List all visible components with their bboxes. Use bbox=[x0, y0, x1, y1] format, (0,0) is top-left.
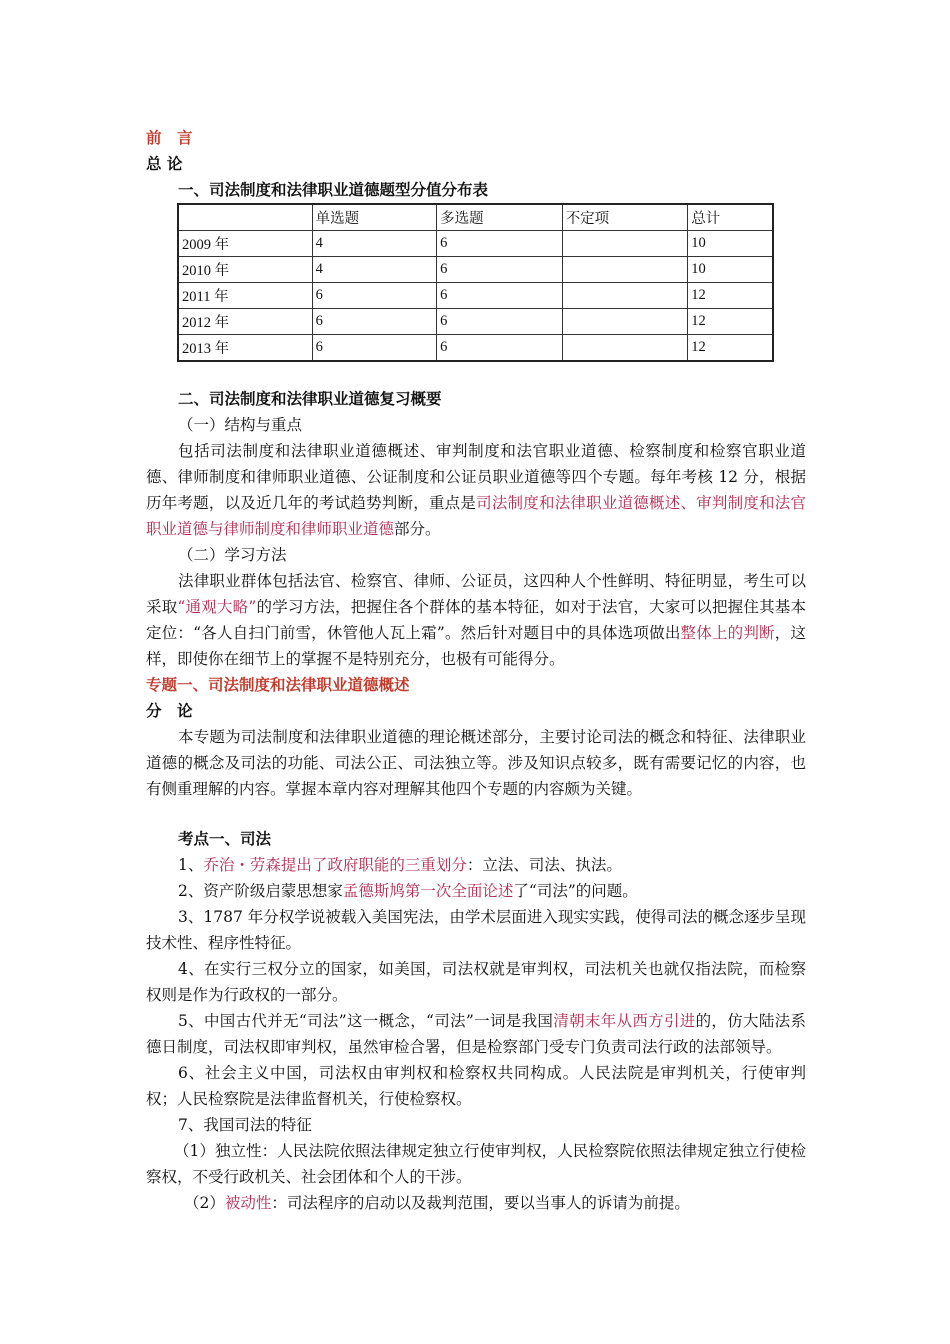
table-cell: 单选题 bbox=[312, 204, 437, 231]
table-cell: 多选题 bbox=[437, 204, 563, 231]
table-cell bbox=[562, 231, 688, 257]
table-cell: 6 bbox=[312, 283, 437, 309]
p1-rest: ：立法、司法、执法。 bbox=[466, 856, 622, 874]
table-cell: 2012 年 bbox=[178, 309, 312, 335]
sub1-title: （一）结构与重点 bbox=[178, 416, 303, 434]
table-cell: 12 bbox=[688, 309, 773, 335]
document-page bbox=[146, 125, 806, 1216]
score-distribution-table bbox=[177, 203, 774, 362]
table-cell: 2009 年 bbox=[178, 231, 312, 257]
table-cell: 6 bbox=[437, 283, 563, 309]
p1-number: 1、 bbox=[178, 856, 204, 874]
table-cell: 10 bbox=[688, 257, 773, 283]
point-item-5 bbox=[146, 1008, 806, 1060]
point-item-6: 6、社会主义中国，司法权由审判权和检察权共同构成。人民法院是审判机关，行使审判权；人民检察院是法律监督机关，行使检察权。 bbox=[146, 1064, 806, 1108]
table-row bbox=[178, 257, 773, 283]
table-row bbox=[178, 231, 773, 257]
table-cell: 4 bbox=[312, 231, 437, 257]
section1-title: 一、司法制度和法律职业道德题型分值分布表 bbox=[178, 181, 489, 199]
table-row bbox=[178, 283, 773, 309]
sub2-title: （二）学习方法 bbox=[178, 546, 287, 564]
preface-heading: 前 言 bbox=[146, 129, 193, 147]
p7-2-highlight: 被动性 bbox=[224, 1194, 272, 1212]
sub2-text-highlight-2: 整体上的判断 bbox=[680, 624, 775, 642]
table-row bbox=[178, 335, 773, 362]
fenlun-paragraph: 本专题为司法制度和法律职业道德的理论概述部分，主要讨论司法的概念和特征、法律职业道德的概念及司法的功能、司法公正、司法独立等。涉及知识点较多，既有需要记忆的内容，也有侧重理解的内容。掌握本章内容对理解其他四个专题的内容颇为关键。 bbox=[146, 728, 806, 798]
table-cell: 6 bbox=[437, 257, 563, 283]
table-cell: 总计 bbox=[688, 204, 773, 231]
table-cell: 12 bbox=[688, 335, 773, 362]
table-cell bbox=[562, 335, 688, 362]
table-cell: 6 bbox=[312, 309, 437, 335]
p5-text-a: 5、中国古代并无“司法”这一概念，“司法”一词是我国 bbox=[178, 1012, 554, 1030]
table-cell: 不定项 bbox=[562, 204, 688, 231]
table-header-row bbox=[178, 204, 773, 231]
fenlun-heading: 分 论 bbox=[146, 702, 193, 720]
table-cell bbox=[562, 283, 688, 309]
sub1-text-highlight: 司法制度和法律职业道德概述、审判制度和法官职业道德与律师制度和律师职业道德 bbox=[146, 494, 806, 538]
table-row bbox=[178, 309, 773, 335]
table-cell: 2010 年 bbox=[178, 257, 312, 283]
point-item-7-2 bbox=[146, 1190, 806, 1216]
section2-title: 二、司法制度和法律职业道德复习概要 bbox=[178, 390, 442, 408]
sub1-text-b: 部分。 bbox=[394, 520, 441, 538]
sub2-text-a: 法律职业群体包括法官、检察官、律师、公证员，这四种人个性鲜明、特征明显，考生可以采取 bbox=[146, 572, 806, 616]
table-cell: 2011 年 bbox=[178, 283, 312, 309]
p2-text-b: 了“司法”的问题。 bbox=[513, 882, 638, 900]
table-cell bbox=[562, 309, 688, 335]
topic1-title: 专题一、司法制度和法律职业道德概述 bbox=[146, 676, 410, 694]
p5-text-b: 的，仿大陆法系德日制度，司法权即审判权，虽然审检合署，但是检察部门受专门负责司法行政的法部领导。 bbox=[146, 1012, 806, 1056]
spacer bbox=[146, 802, 806, 826]
point-item-2 bbox=[146, 878, 806, 904]
point1-title: 考点一、司法 bbox=[178, 830, 272, 848]
table-cell: 12 bbox=[688, 283, 773, 309]
point-item-7: 7、我国司法的特征 bbox=[178, 1116, 312, 1134]
sub2-paragraph bbox=[146, 568, 806, 672]
p1-highlight: 乔治・劳森提出了政府职能的三重划分 bbox=[203, 856, 467, 874]
table-cell bbox=[562, 257, 688, 283]
point-item-3: 3、1787 年分权学说被载入美国宪法，由学术层面进入现实实践，使得司法的概念逐步呈现技术性、程序性特征。 bbox=[146, 908, 806, 952]
p7-2-rest: ：司法程序的启动以及裁判范围，要以当事人的诉请为前提。 bbox=[271, 1194, 690, 1212]
table-cell: 6 bbox=[437, 231, 563, 257]
table-cell: 6 bbox=[437, 309, 563, 335]
sub1-text-a: 包括司法制度和法律职业道德概述、审判制度和法官职业道德、检察制度和检察官职业道德、律师制度和律师职业道德、公证制度和公证员职业道德等四个专题。每年考核 12 分，根据历年考题，以及近几年的考试趋势判断，重点是 bbox=[146, 442, 806, 512]
table-cell: 10 bbox=[688, 231, 773, 257]
table-cell bbox=[178, 204, 312, 231]
point-item-1 bbox=[146, 852, 806, 878]
p2-text-a: 2、资产阶级启蒙思想家 bbox=[178, 882, 343, 900]
table-cell: 4 bbox=[312, 257, 437, 283]
table-cell: 6 bbox=[312, 335, 437, 362]
table-cell: 2013 年 bbox=[178, 335, 312, 362]
p5-highlight: 清朝末年从西方引进 bbox=[553, 1012, 696, 1030]
sub2-text-c: ，这样，即使你在细节上的掌握不是特别充分，也极有可能得分。 bbox=[146, 624, 806, 668]
spacer bbox=[146, 362, 806, 386]
point-item-4: 4、在实行三权分立的国家，如美国，司法权就是审判权，司法机关也就仅指法院，而检察权则是作为行政权的一部分。 bbox=[146, 960, 806, 1004]
p7-2-number: （2） bbox=[184, 1194, 225, 1212]
sub1-paragraph bbox=[146, 438, 806, 542]
general-heading: 总 论 bbox=[146, 155, 183, 173]
p2-highlight: 孟德斯鸠第一次全面论述 bbox=[342, 882, 514, 900]
sub2-text-highlight-1: “通观大略” bbox=[177, 598, 257, 616]
table-cell: 6 bbox=[437, 335, 563, 362]
point-item-7-1: （1）独立性：人民法院依照法律规定独立行使审判权，人民检察院依照法律规定独立行使检察权，不受行政机关、社会团体和个人的干涉。 bbox=[146, 1142, 806, 1186]
sub2-text-b: 的学习方法，把握住各个群体的基本特征，如对于法官，大家可以把握住其基本定位：“各人自扫门前雪，休管他人瓦上霜”。然后针对题目中的具体选项做出 bbox=[146, 598, 806, 642]
